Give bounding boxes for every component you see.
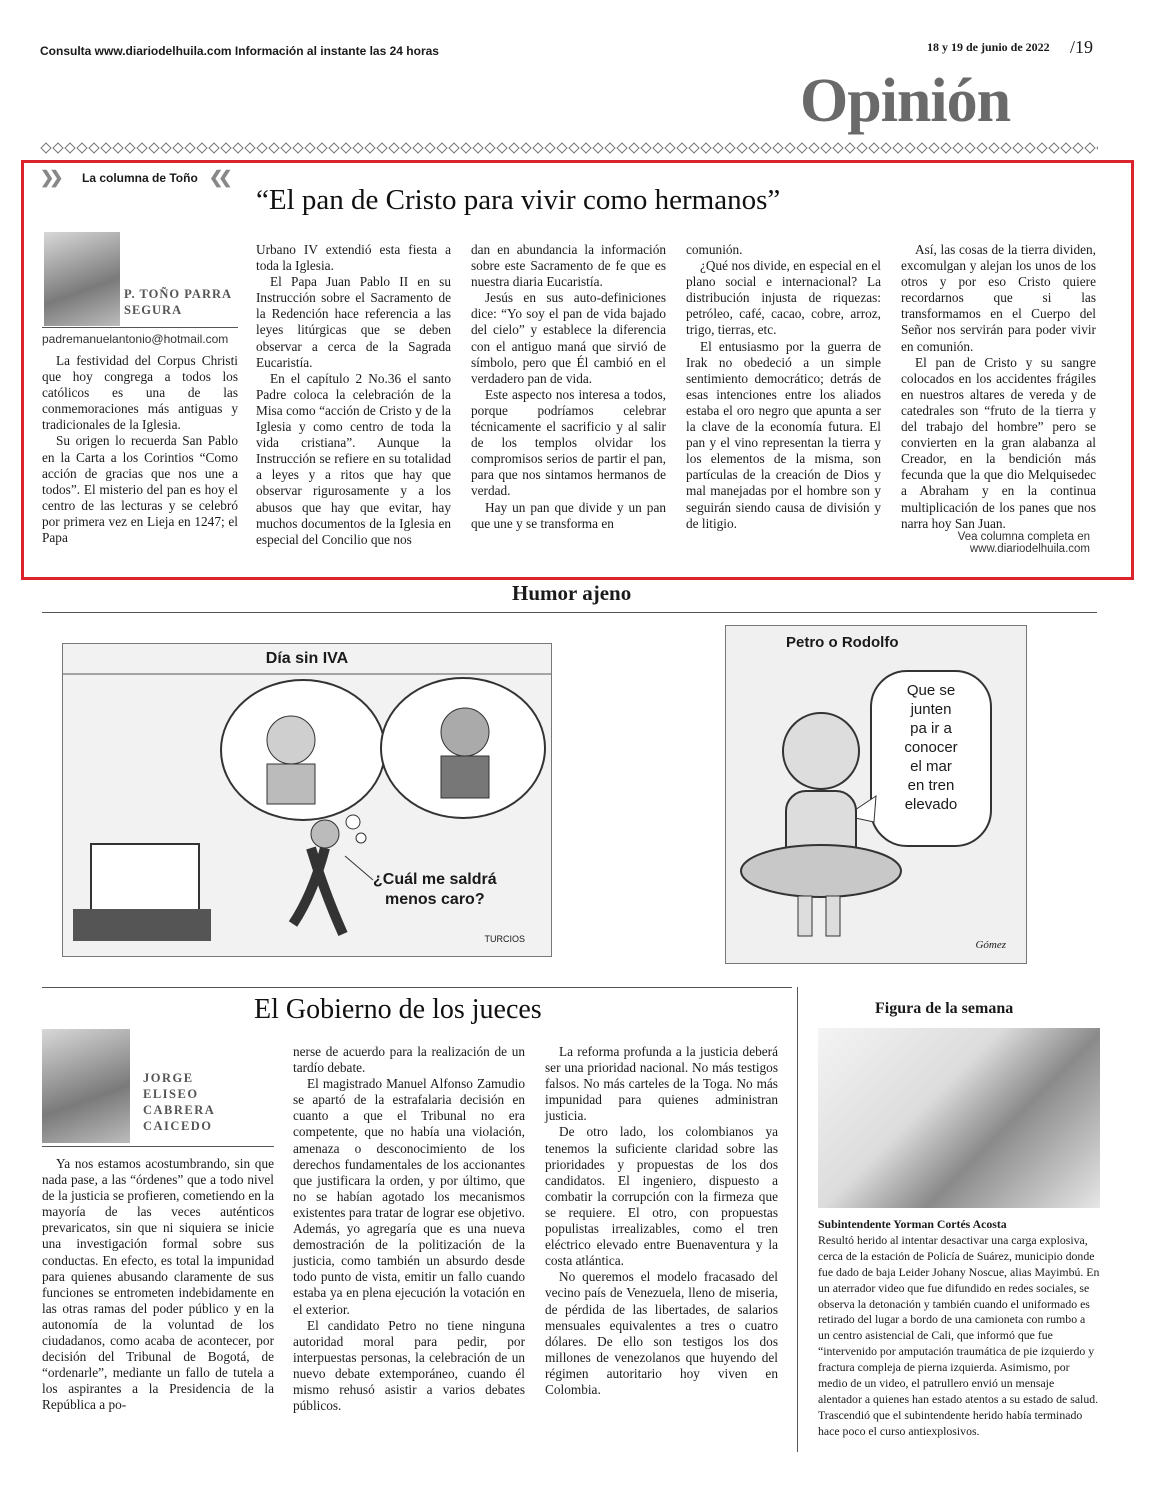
cartoon1-signature: TURCIOS — [484, 934, 525, 944]
column1-text-col4: comunión. ¿Qué nos divide, en especial en el plano social e internacional? La distribución injusta de riquezas: petróleo, café, cacao, cobre, arroz, trigo, tierras, etc. El entusiasmo por la guerra de Irak no obedeció a un simple sentimiento democrático; detrás de esas intenciones entre los aliados estaba el oro negro que apunta a ser la clave de la economía futura. El pan y el vino representan la tierra y los elementos de la misma, son partículas de la creación de Dios y mal manejadas por el hombre son y seguirán siendo causa de división y de litigio. — [686, 242, 881, 531]
humor-section-title: Humor ajeno — [512, 581, 632, 605]
column2-text-col1: Ya nos estamos acostumbrando, sin que nada pase, a las “órdenes” que a todo nivel de la justicia se profieren, cometiendo en la mayoría de las veces auténticos prevaricatos, sin que ni siquiera se inicie una investigación formal sobre sus conductas. En efecto, es total la impunidad para quienes abusando claramente de sus funciones se entrometen indebidamente en las otras ramas del poder público y en la autonomía de la voluntad de los ciudadanos, como acaba de acontecer, por decisión del Tribunal de Bogotá, de “ordenarle”, mediante un fallo de tutela a los aspirantes a la Presidencia de la República a po- — [42, 1156, 274, 1413]
figure-name: Subintendente Yorman Cortés Acosta — [818, 1217, 1007, 1231]
read-more-note: Vea columna completa en www.diariodelhuila.com — [900, 531, 1090, 555]
humor-rule — [42, 612, 1097, 613]
figure-caption — [818, 1217, 1100, 1440]
chevron-right-icon: ❯❯ — [40, 168, 59, 187]
header-site-line: Consulta www.diariodelhuila.com Información al instante las 24 horas — [40, 44, 439, 58]
chevron-left-icon: ❮❮ — [209, 168, 228, 187]
author-rule-2 — [42, 1146, 274, 1147]
column-kicker: La columna de Toño — [82, 171, 198, 185]
figure-photo — [818, 1028, 1100, 1208]
column1-text-col5: Así, las cosas de la tierra dividen, excomulgan y alejan los unos de los otros y por eso Cristo quiere recordarnos que si las transformamos en el Cuerpo del Señor nos servirán para poder vivir en comunión. El pan de Cristo y su sangre colocados en los accidentes frágiles en nuestros altares de vereda y de catedrales son “fruto de la tierra y del trabajo del hombre” pero se convierten en la gran alabanza al Creador, en la bendición más fecunda que la que dio Melquisedec a Abraham y en la continua multiplicación de los panes que nos narra hoy San Juan. — [901, 242, 1096, 531]
column2-text-col3: La reforma profunda a la justicia deberá ser una prioridad nacional. No más testigos falsos. No más carteles de la Toga. No más impunidad para quienes administran justicia. De otro lado, los colombianos ya tenemos la suficiente claridad sobre las prioridades y propuestas de los dos candidatos. El ingeniero, dispuesto a combatir la corrupción con la firmeza que se requiere. El otro, con propuestas populistas irrealizables, como el tren eléctrico elevado entre Buenaventura y la costa atlántica. No queremos el modelo fracasado del vecino país de Venezuela, lleno de miseria, de pérdida de las libertades, de salarios mensuales equivalentes a tres o cuatro dólares. De ello son testigos los dos millones de venezolanos que huyendo del régimen autoritario hoy viven en Colombia. — [545, 1044, 778, 1397]
author-email[interactable]: padremanuelantonio@hotmail.com — [42, 332, 229, 346]
section-title: Opinión — [800, 67, 1011, 135]
issue-date: 18 y 19 de junio de 2022 — [927, 40, 1050, 54]
cartoon1-bubble: ¿Cuál me saldrá menos caro? — [373, 871, 497, 908]
author-name-cabrera: JORGE ELISEO CABRERA CAICEDO — [143, 1071, 216, 1133]
column1-headline: “El pan de Cristo para vivir como hermanos” — [256, 184, 781, 216]
decorative-divider — [40, 142, 1098, 154]
author-name: P. TOÑO PARRA SEGURA — [124, 287, 233, 317]
sidebar-divider — [797, 987, 798, 1452]
author-photo-parra — [44, 232, 120, 326]
cartoon2-signature: Gómez — [975, 939, 1006, 951]
author-photo-cabrera — [42, 1029, 130, 1143]
website-link[interactable]: www.diariodelhuila.com — [969, 543, 1090, 555]
page-number: /19 — [1070, 37, 1094, 57]
cartoon-petro-o-rodolfo — [725, 625, 1027, 964]
column1-text-col3: dan en abundancia la información sobre este Sacramento de fe que es nuestra diaria Eucaristía. Jesús en sus auto-definiciones dice: “Yo soy el pan de vida bajado del cielo” y establece la diferencia con el antiguo maná que sirvió de símbolo, pero que Él cambió en el verdadero pan de vida. Este aspecto nos interesa a todos, porque podríamos celebrar técnicamente el sacrificio y al salir de los templos olvidar los compromisos serios de partir el pan, para que nos sintamos hermanos de verdad. Hay un pan que divide y un pan que une y se transforma en — [471, 242, 666, 531]
cartoon2-bubble: Que se junten pa ir a conocer el mar en tren elevado — [904, 682, 958, 813]
cartoon2-title: Petro o Rodolfo — [786, 634, 899, 651]
cartoon-dia-sin-iva — [62, 643, 552, 957]
column1-text-col2: Urbano IV extendió esta fiesta a toda la Iglesia. El Papa Juan Pablo II en su Instrucción sobre el Sacramento de la Redención hace referencia a las leyes litúrgicas que se deben observar a cerca de la Sagrada Eucaristía. En el capítulo 2 No.36 el santo Padre coloca la celebración de la Misa como “acción de Cristo y de la Iglesia y como centro de toda la vida cristiana”. Aunque la Instrucción se refiere en su totalidad a leyes y a ritos que hay que observar rigurosamente y a los abusos que hay que evitar, hay muchos documentos de la Iglesia en especial del Concilio que nos — [256, 242, 451, 547]
figure-of-week-title: Figura de la semana — [875, 1000, 1014, 1017]
column2-text-col2: nerse de acuerdo para la realización de un tardío debate. El magistrado Manuel Alfonso Zamudio se apartó de la estrafalaria decisión en cuanto a que el Tribunal no era competente, que no había una violación, amenaza o desconocimiento de los derechos fundamentales de los accionantes que justificara la orden, y por último, que no se habían agotado los mecanismos existentes para tratar de lograr ese objetivo. Además, yo agregaría que es una nueva demostración de la politización de la justicia, como también un absurdo desde todo punto de vista, emitir un fallo cuando estaba ya en plena ejecución la votación en el exterior. El candidato Petro no tiene ninguna autoridad moral para pedir, por interpuestas personas, la celebración de un nuevo debate extemporáneo, cuando él mismo rehusó asistir a varios debates públicos. — [293, 1044, 525, 1414]
column2-headline: El Gobierno de los jueces — [254, 994, 542, 1025]
author-rule — [42, 327, 238, 328]
cartoon1-title: Día sin IVA — [265, 650, 349, 667]
column2-rule — [42, 987, 792, 988]
figure-text: Resultó herido al intentar desactivar una carga explosiva, cerca de la estación de Policía de Suárez, municipio donde fue dado de baja Leider Johany Noscue, alias Mayimbú. En un aterrador video que fue difundido en redes sociales, se observa la detonación y también cuando el uniformado es retirado del lugar a bordo de una camioneta con rumbo a un centro asistencial de Cali, que informó que fue “intervenido por amputación traumática de pie izquierdo y fractura compleja de pierna izquierda. Asimismo, por medio de un video, el patrullero envió un mensaje alentador a quienes han estado atentos a su estado de salud. Trascendió que el subintendente herido había terminado hace poco el curso antiexplosivos. — [818, 1232, 1100, 1438]
column1-text-col1: La festividad del Corpus Christi que hoy congrega a todos los católicos es una de las conmemoraciones más antiguas y tradicionales de la Iglesia. Su origen lo recuerda San Pablo en la Carta a los Corintios “Como acción de gracias que nos une a todos”. El misterio del pan es hoy el centro de las lecturas y se celebró por primera vez en Lieja en 1247; el Papa — [42, 353, 238, 546]
